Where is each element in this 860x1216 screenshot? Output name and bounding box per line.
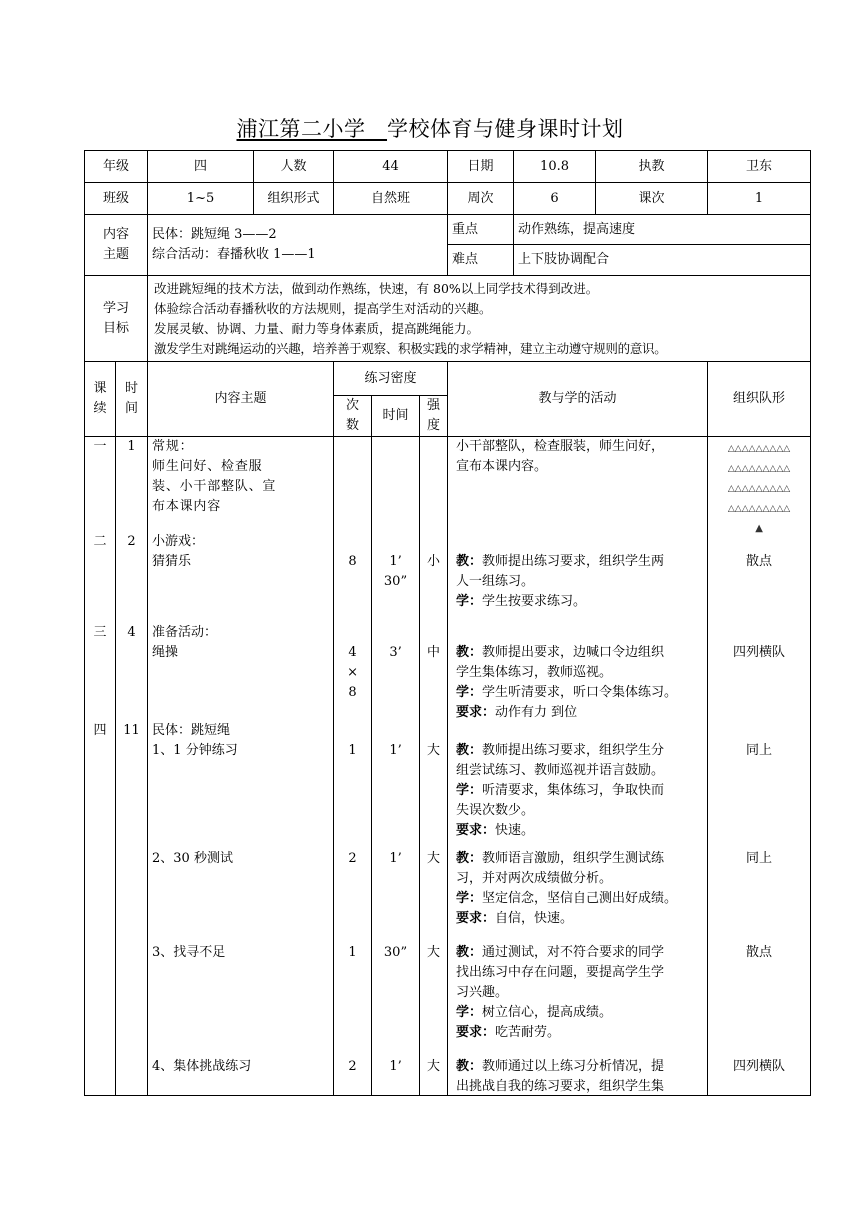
col-formation-header: 组织队形 — [708, 362, 811, 437]
lesson-duration: 3’ — [389, 645, 402, 660]
grade-value: 四 — [148, 151, 254, 183]
content-label: 内容 主题 — [85, 215, 148, 276]
lesson-duration: 30” — [383, 945, 408, 960]
teacher-marker: ▲ — [755, 523, 763, 534]
count-label: 人数 — [254, 151, 334, 183]
goal-line: 体验综合活动春播秋收的方法规则，提高学生对活动的兴趣。 — [154, 300, 492, 316]
lesson-reps: 2 — [348, 851, 357, 866]
teacher-label: 执教 — [596, 151, 708, 183]
lesson-duration: 1’ — [389, 851, 402, 866]
week-label: 周次 — [448, 183, 514, 215]
lesson-duration: 1’ — [389, 743, 402, 758]
lesson-time: 1 — [127, 439, 136, 454]
col-duration-header: 时间 — [372, 396, 420, 437]
lesson-formation: 同上 — [746, 743, 773, 758]
reps-column — [334, 437, 372, 1096]
org-value: 自然班 — [334, 183, 448, 215]
col-seq-header: 课 续 — [85, 362, 116, 437]
lesson-seq: 一 — [93, 439, 107, 454]
lesson-plan-table — [84, 150, 811, 1096]
lesson-topic: 3、找寻不足 — [152, 945, 226, 960]
activity-column — [448, 437, 708, 1096]
goal-line: 改进跳短绳的技术方法，做到动作熟练，快速，有 80%以上同学技术得到改进。 — [154, 280, 599, 296]
lesson-activity: 教：教师语言激励，组织学生测试练 习，并对两次成绩做分析。 学：坚定信念，坚信自己测出好成绩。 要求：自信，快速。 — [456, 851, 678, 926]
lesson-intensity: 小 — [427, 554, 441, 569]
lesson-activity: 教：教师提出练习要求，组织学生分 组尝试练习、教师巡视并语言鼓励。 学：听清要求，集体练习，争取快而 失误次数少。 要求：快速。 — [456, 743, 665, 838]
lesson-value: 1 — [708, 183, 811, 215]
title-rest: 学校体育与健身课时计划 — [387, 117, 624, 141]
lesson-seq: 三 — [93, 625, 107, 640]
lesson-formation: 四列横队 — [733, 1059, 786, 1074]
key-value: 动作熟练，提高速度 — [514, 215, 811, 245]
lesson-formation: 同上 — [746, 851, 773, 866]
lesson-intensity: 大 — [427, 851, 441, 866]
lesson-activity: 教：教师提出练习要求，组织学生两 人一组练习。 学：学生按要求练习。 — [456, 554, 665, 609]
teacher-value: 卫东 — [708, 151, 811, 183]
goal-line: 激发学生对跳绳运动的兴趣，培养善于观察、积极实践的求学精神，建立主动遵守规则的意识。 — [154, 340, 667, 356]
week-value: 6 — [514, 183, 596, 215]
lesson-activity: 教：通过测试，对不符合要求的同学 找出练习中存在问题，要提高学生学 习兴趣。 学：树立信心，提高成绩。 要求：吃苦耐劳。 — [456, 945, 665, 1040]
lesson-time: 11 — [123, 723, 140, 738]
school-name: 浦江第二小学 — [236, 117, 366, 141]
lesson-topic: 小游戏： 猜猜乐 — [152, 534, 205, 569]
lesson-seq: 四 — [93, 723, 107, 738]
seq-column — [85, 437, 116, 1096]
lesson-duration: 1’ 30” — [383, 554, 408, 589]
lesson-topic: 常规： 师生问好、检查服 装、小干部整队、宣 布本课内容 — [152, 439, 277, 514]
col-density-header: 练习密度 — [334, 362, 448, 396]
lesson-time: 2 — [127, 534, 136, 549]
goal-line: 发展灵敏、协调、力量、耐力等身体素质，提高跳绳能力。 — [154, 320, 480, 336]
lesson-topic: 2、30 秒测试 — [152, 851, 233, 866]
lesson-duration: 1’ — [389, 1059, 402, 1074]
class-value: 1~5 — [148, 183, 254, 215]
duration-column — [372, 437, 420, 1096]
count-value: 44 — [334, 151, 448, 183]
lesson-activity: 教：教师提出要求，边喊口令边组织 学生集体练习，教师巡视。 学：学生听清要求，听口令集体练习。 要求：动作有力 到位 — [456, 645, 678, 720]
lesson-activity: 小干部整队，检查服装，师生问好， 宣布本课内容。 — [456, 439, 665, 474]
grade-label: 年级 — [85, 151, 148, 183]
lesson-topic: 4、集体挑战练习 — [152, 1059, 252, 1074]
lesson-topic: 准备活动： 绳操 — [152, 625, 218, 660]
lesson-intensity: 大 — [427, 1059, 441, 1074]
lesson-reps: 1 — [348, 743, 357, 758]
goals-text — [148, 276, 811, 362]
lesson-time: 4 — [127, 625, 136, 640]
content-topic: 民体：跳短绳 3——2 综合活动：春播秋收 1——1 — [148, 215, 448, 276]
date-label: 日期 — [448, 151, 514, 183]
lesson-reps: 8 — [348, 554, 357, 569]
goals-label: 学习 目标 — [85, 276, 148, 362]
topic-column — [148, 437, 334, 1096]
org-label: 组织形式 — [254, 183, 334, 215]
col-activity-header: 教与学的活动 — [448, 362, 708, 437]
date-value: 10.8 — [514, 151, 596, 183]
col-topic-header: 内容主题 — [148, 362, 334, 437]
time-column — [116, 437, 148, 1096]
lesson-intensity: 中 — [427, 645, 441, 660]
lesson-formation: 散点 — [746, 554, 773, 569]
lesson-formation: 四列横队 — [733, 645, 786, 660]
lesson-topic: 民体：跳短绳 1、1 分钟练习 — [152, 723, 238, 758]
lesson-seq: 二 — [93, 534, 107, 549]
key-label: 重点 — [448, 215, 514, 245]
lesson-label: 课次 — [596, 183, 708, 215]
difficulty-label: 难点 — [448, 245, 514, 276]
lesson-intensity: 大 — [427, 743, 441, 758]
col-reps-header: 次 数 — [334, 396, 372, 437]
lesson-reps: 4 × 8 — [347, 645, 358, 700]
lesson-reps: 1 — [348, 945, 357, 960]
col-time-header: 时 间 — [116, 362, 148, 437]
page-title — [0, 113, 860, 143]
lesson-reps: 2 — [348, 1059, 357, 1074]
lesson-intensity: 大 — [427, 945, 441, 960]
lesson-formation: 散点 — [746, 945, 773, 960]
lesson-activity: 教：教师通过以上练习分析情况，提 出挑战自我的练习要求，组织学生集 — [456, 1059, 665, 1094]
intensity-column — [420, 437, 448, 1096]
formation-column — [708, 437, 811, 1096]
col-intensity-header: 强 度 — [420, 396, 448, 437]
difficulty-value: 上下肢协调配合 — [514, 245, 811, 276]
formation-diagram: △△△△△△△△△ △△△△△△△△△ △△△△△△△△△ △△△△△△△△△ ▲ — [712, 439, 806, 539]
class-label: 班级 — [85, 183, 148, 215]
